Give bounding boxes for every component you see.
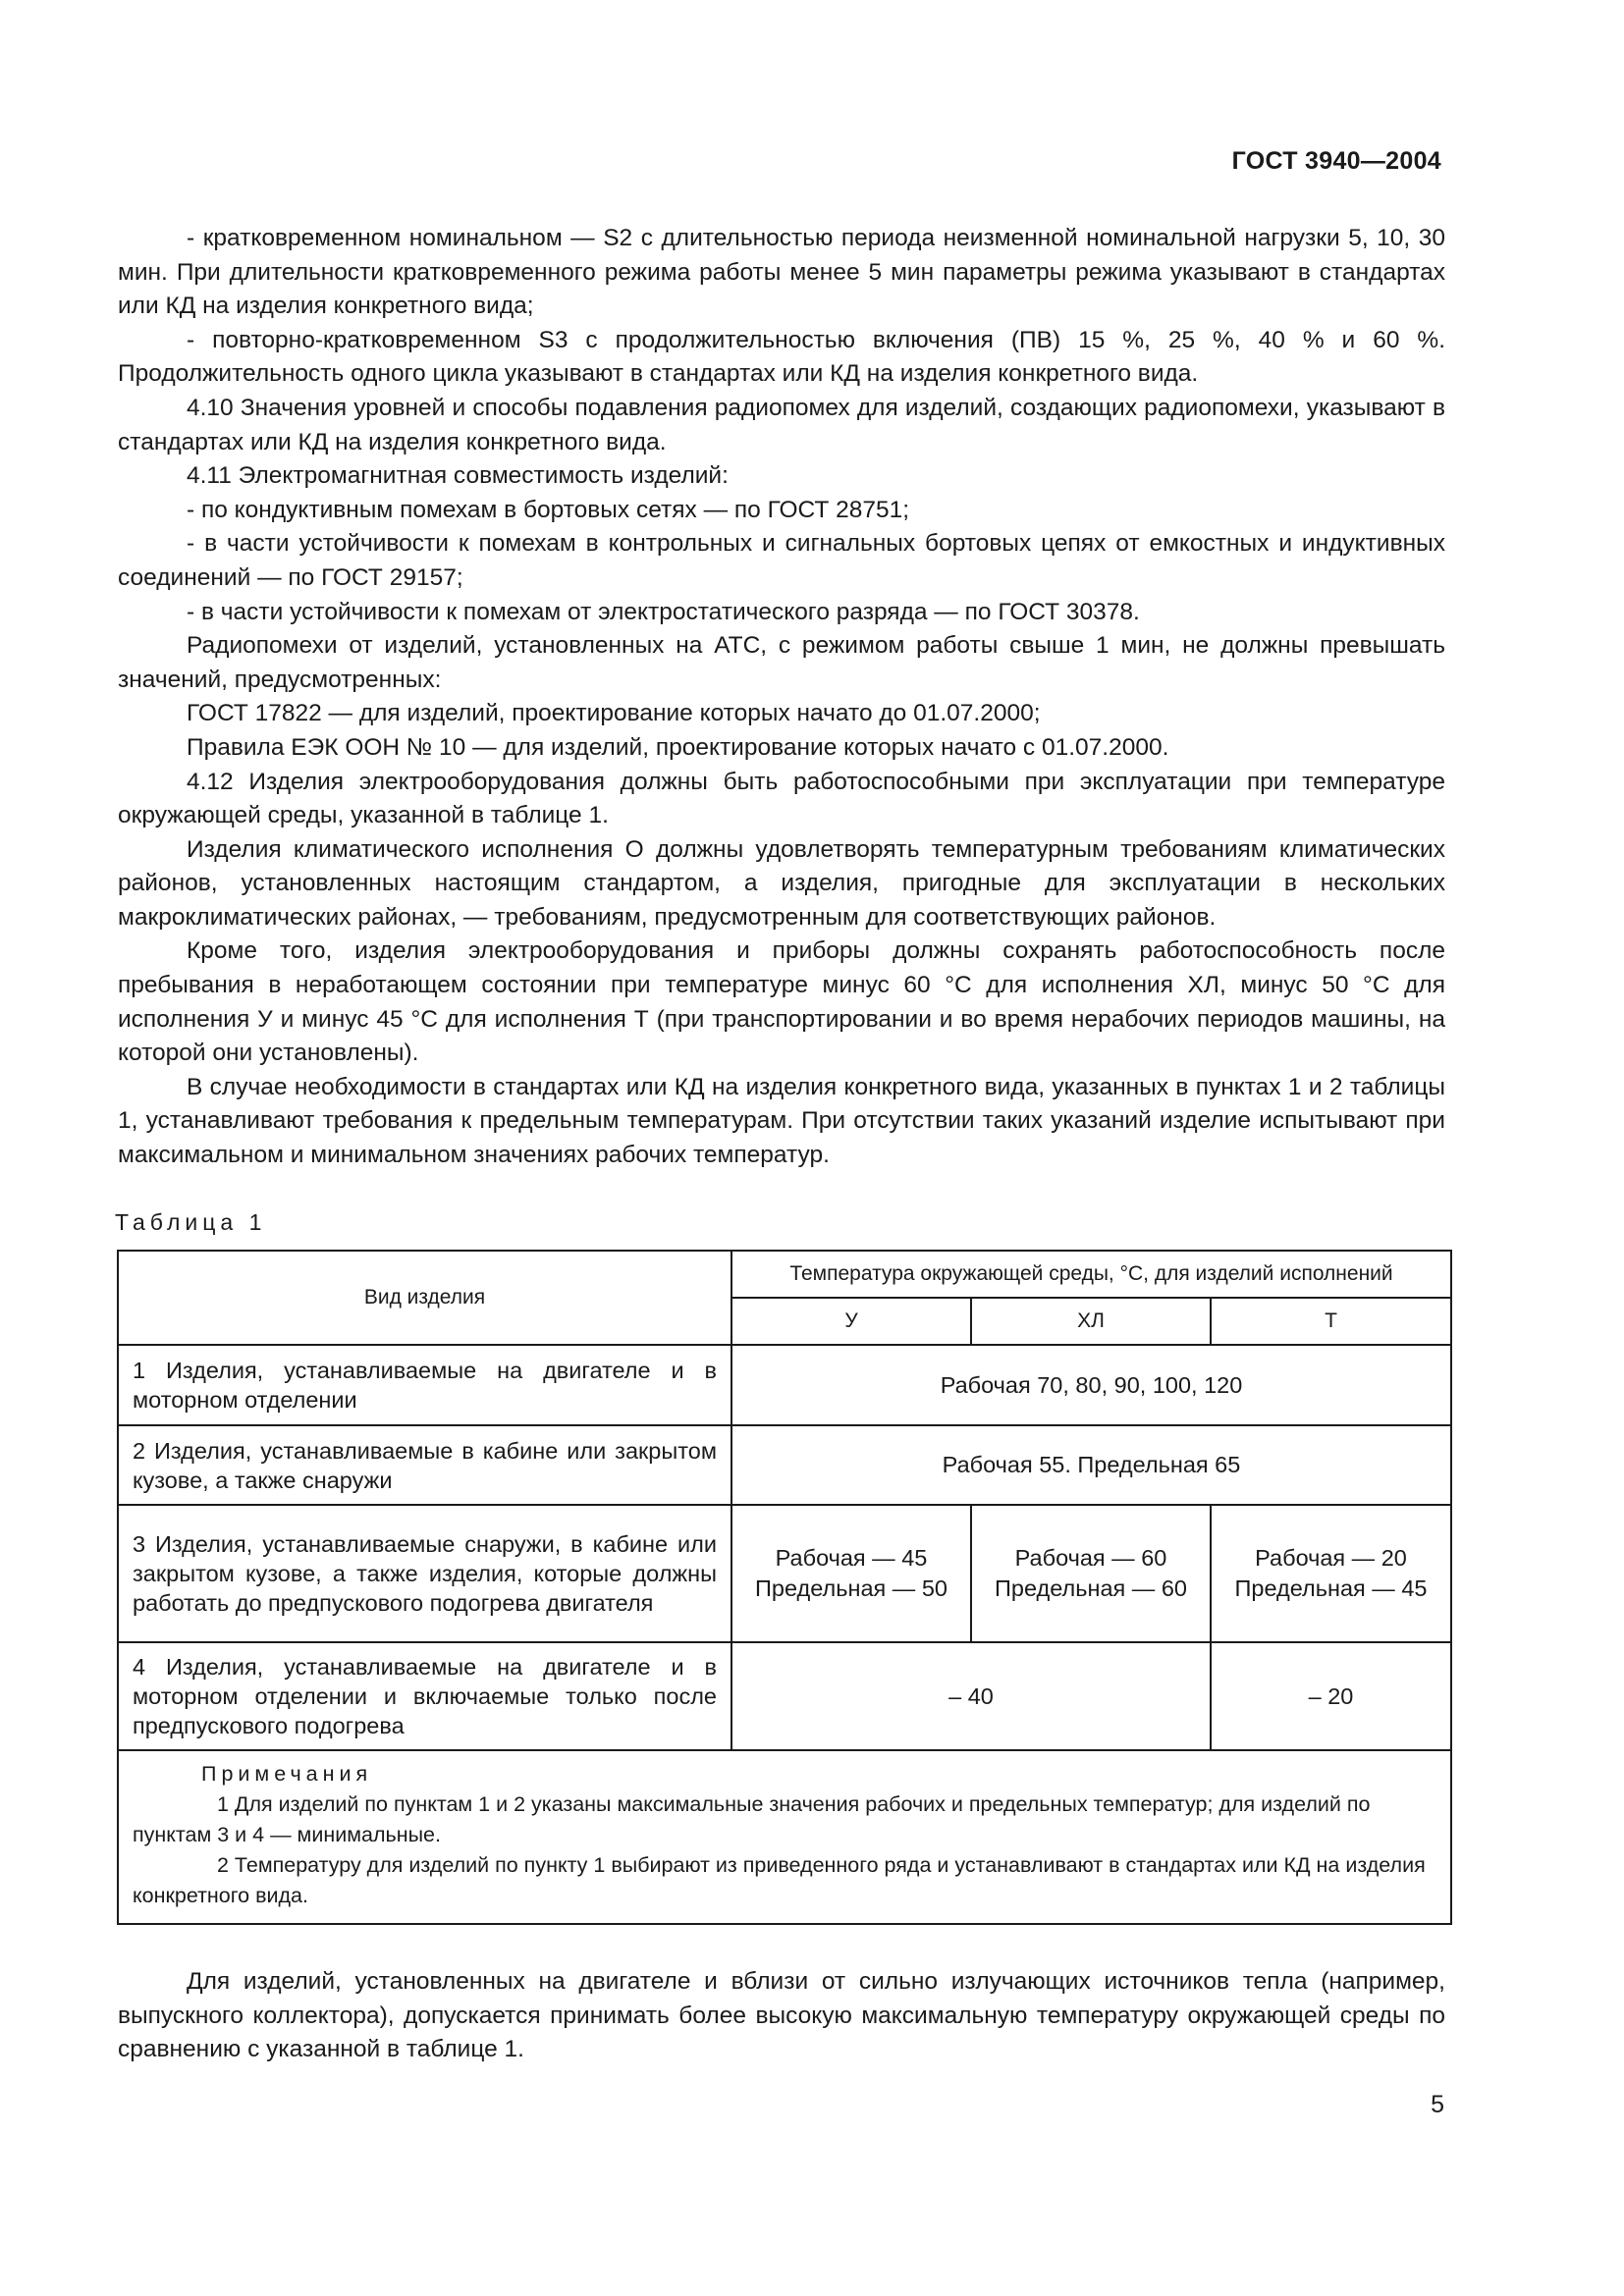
table-row [118, 1425, 1451, 1505]
row-value-merged: Рабочая 70, 80, 90, 100, 120 [731, 1345, 1451, 1425]
table-row [118, 1345, 1451, 1425]
row-value-t: – 20 [1211, 1642, 1451, 1750]
table-header-temperature-group: Температура окружающей среды, °С, для изделий исполнений [731, 1251, 1451, 1298]
document-header-id: ГОСТ 3940—2004 [1231, 147, 1441, 175]
paragraph: - по кондуктивным помехам в бортовых сетях — по ГОСТ 28751; [187, 496, 910, 523]
paragraph: Для изделий, установленных на двигателе и вблизи от сильно излучающих источников тепла (например, выпускного коллектора), допускается принимать более высокую максимальную температуру окружающей среды по сравнению с указанной в таблице 1. [118, 1968, 1445, 2063]
table-header-col-t: Т [1211, 1298, 1451, 1345]
working-temperature: Рабочая — 20 [1255, 1545, 1407, 1571]
paragraph: 4.11 Электромагнитная совместимость изделий: [187, 462, 729, 490]
body-text [118, 222, 1445, 1173]
table-row [118, 1505, 1451, 1642]
table-notes-row [118, 1750, 1451, 1924]
paragraph: - кратковременном номинальном — S2 с длительностью периода неизменной номинальной нагрузки 5, 10, 30 мин. При длительности кратковременного режима работы менее 5 мин параметры режима указывают в стандартах или КД на изделия конкретного вида; [118, 225, 1445, 320]
row-label: 2 Изделия, устанавливаемые в кабине или закрытом кузове, а также снаружи [118, 1425, 731, 1505]
table-header-col-u: У [731, 1298, 971, 1345]
paragraph: Радиопомехи от изделий, установленных на АТС, с режимом работы свыше 1 мин, не должны превышать значений, предусмотренных: [118, 632, 1445, 693]
row-value-u-hl: – 40 [731, 1642, 1211, 1750]
table-caption: Таблица 1 [115, 1209, 267, 1235]
paragraph: В случае необходимости в стандартах или КД на изделия конкретного вида, указанных в пунктах 1 и 2 таблицы 1, устанавливают требования к предельным температурам. При отсутствии таких указаний изделие испытывают при максимальном и минимальном значениях рабочих температур. [118, 1073, 1445, 1169]
row-value-u [731, 1505, 971, 1642]
notes-title: Примечания [201, 1762, 373, 1786]
table-header-col-hl: ХЛ [971, 1298, 1211, 1345]
working-temperature: Рабочая — 60 [1014, 1545, 1167, 1571]
body-text-after-table [118, 1965, 1445, 2067]
row-label: 4 Изделия, устанавливаемые на двигателе и в моторном отделении и включаемые только после предпускового подогрева [118, 1642, 731, 1750]
paragraph: ГОСТ 17822 — для изделий, проектирование которых начато до 01.07.2000; [187, 700, 1041, 727]
row-label: 3 Изделия, устанавливаемые снаружи, в кабине или закрытом кузове, а также изделия, которые должны работать до предпускового подогрева двигателя [118, 1505, 731, 1642]
paragraph: Изделия климатического исполнения О должны удовлетворять температурным требованиям климатических районов, установленных настоящим стандартом, а изделия, пригодные для эксплуатации в нескольких макроклиматических районах, — требованиям, предусмотренным для соответствующих районов. [118, 835, 1445, 931]
note: 1 Для изделий по пунктам 1 и 2 указаны максимальные значения рабочих и предельных температур; для изделий по пунктам 3 и 4 — минимальные. [133, 1792, 1371, 1846]
working-temperature: Рабочая — 45 [775, 1545, 928, 1571]
table-notes [118, 1750, 1451, 1924]
paragraph: 4.10 Значения уровней и способы подавления радиопомех для изделий, создающих радиопомехи, указывают в стандартах или КД на изделия конкретного вида. [118, 394, 1445, 455]
note: 2 Температуру для изделий по пункту 1 выбирают из приведенного ряда и устанавливают в стандартах или КД на изделия конкретного вида. [133, 1853, 1426, 1907]
limit-temperature: Предельная — 60 [995, 1575, 1187, 1601]
paragraph: - повторно-кратковременном S3 с продолжительностью включения (ПВ) 15 %, 25 %, 40 % и 60 %. Продолжительность одного цикла указывают в стандартах или КД на изделия конкретного вида. [118, 326, 1445, 388]
row-label: 1 Изделия, устанавливаемые на двигателе и в моторном отделении [118, 1345, 731, 1425]
page-number: 5 [1431, 2091, 1444, 2118]
temperature-table [117, 1250, 1452, 1925]
paragraph: Правила ЕЭК ООН № 10 — для изделий, проектирование которых начато с 01.07.2000. [187, 733, 1169, 761]
table-header-product-type: Вид изделия [118, 1251, 731, 1345]
table-row [118, 1642, 1451, 1750]
row-value-t [1211, 1505, 1451, 1642]
row-value-hl [971, 1505, 1211, 1642]
paragraph: 4.12 Изделия электрооборудования должны быть работоспособными при эксплуатации при температуре окружающей среды, указанной в таблице 1. [118, 768, 1445, 829]
paragraph: Кроме того, изделия электрооборудования и приборы должны сохранять работоспособность после пребывания в неработающем состоянии при температуре минус 60 °С для исполнения ХЛ, минус 50 °С для исполнения У и минус 45 °С для исполнения Т (при транспортировании и во время нерабочих периодов машины, на которой они установлены). [118, 937, 1445, 1067]
row-value-merged: Рабочая 55. Предельная 65 [731, 1425, 1451, 1505]
paragraph: - в части устойчивости к помехам в контрольных и сигнальных бортовых цепях от емкостных и индуктивных соединений — по ГОСТ 29157; [118, 530, 1445, 591]
paragraph: - в части устойчивости к помехам от электростатического разряда — по ГОСТ 30378. [187, 598, 1140, 625]
limit-temperature: Предельная — 50 [755, 1575, 947, 1601]
limit-temperature: Предельная — 45 [1234, 1575, 1428, 1601]
